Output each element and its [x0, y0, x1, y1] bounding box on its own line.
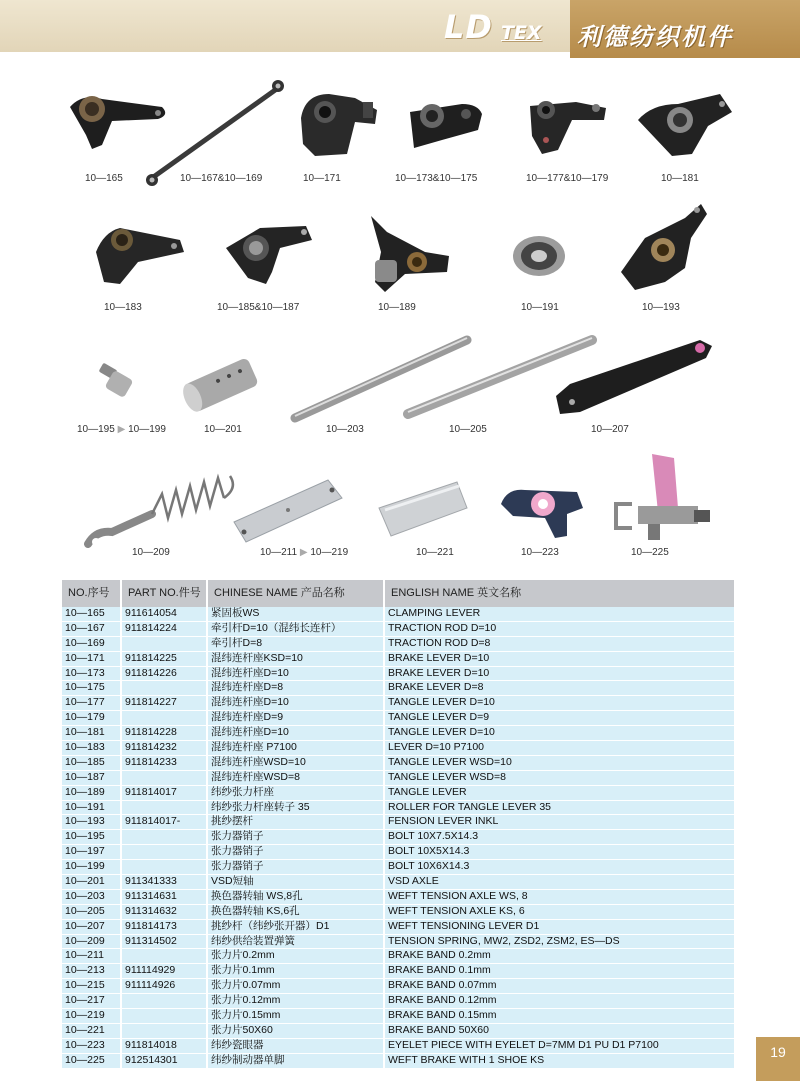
cell-chinese-name: 张力器销子	[208, 860, 385, 874]
header-chinese-name: CHINESE NAME 产品名称	[208, 580, 385, 607]
cell-chinese-name: 张力器销子	[208, 845, 385, 859]
caption-10-221: 10—221	[416, 547, 454, 558]
cell-chinese-name: VSD短轴	[208, 875, 385, 889]
cell-part-no	[122, 860, 208, 874]
table-row	[62, 1009, 736, 1024]
brake-lever-plate-icon	[402, 92, 488, 157]
cell-no: 10—185	[62, 756, 122, 770]
cell-no: 10—195	[62, 830, 122, 844]
cell-chinese-name: 张力片0.15mm	[208, 1009, 385, 1023]
caption-10-195: 10—195 ▶ 10—199	[77, 424, 166, 435]
cell-no: 10—221	[62, 1024, 122, 1038]
cell-english-name: WEFT BRAKE WITH 1 SHOE KS	[385, 1054, 736, 1068]
brake-band-plate-icon	[375, 478, 470, 540]
table-row	[62, 786, 736, 801]
cell-part-no	[122, 681, 208, 695]
cell-part-no: 911114929	[122, 964, 208, 978]
cell-no: 10—189	[62, 786, 122, 800]
fension-lever-icon	[615, 198, 710, 298]
cell-part-no: 912514301	[122, 1054, 208, 1068]
logo: LD	[444, 8, 493, 46]
cell-part-no: 911814173	[122, 920, 208, 934]
cell-chinese-name: 挑纱杆（纬纱张开器）D1	[208, 920, 385, 934]
cell-part-no	[122, 994, 208, 1008]
cell-chinese-name: 紧固板WS	[208, 607, 385, 621]
brake-lever-block-icon	[295, 88, 385, 160]
table-row	[62, 1039, 736, 1054]
table-row	[62, 994, 736, 1009]
cell-no: 10—175	[62, 681, 122, 695]
table-header	[62, 580, 736, 607]
cell-part-no: 911814227	[122, 696, 208, 710]
eyelet-piece-icon	[497, 478, 587, 543]
cell-no: 10—183	[62, 741, 122, 755]
cell-chinese-name: 混纬连杆座WSD=8	[208, 771, 385, 785]
cell-english-name: BRAKE BAND 0.15mm	[385, 1009, 736, 1023]
cell-english-name: WEFT TENSION AXLE KS, 6	[385, 905, 736, 919]
cell-chinese-name: 换色器转轴 WS,8孔	[208, 890, 385, 904]
cell-english-name: BRAKE BAND 0.12mm	[385, 994, 736, 1008]
caption-10-171: 10—171	[303, 173, 341, 184]
cell-no: 10—179	[62, 711, 122, 725]
cell-english-name: FENSION LEVER INKL	[385, 815, 736, 829]
caption-10-203: 10—203	[326, 424, 364, 435]
cell-no: 10—187	[62, 771, 122, 785]
cell-no: 10—203	[62, 890, 122, 904]
cell-english-name: TANGLE LEVER	[385, 786, 736, 800]
roller-bearing-icon	[510, 232, 568, 280]
table-row	[62, 964, 736, 979]
cell-part-no: 911341333	[122, 875, 208, 889]
cell-chinese-name: 混纬连杆座D=10	[208, 667, 385, 681]
cell-part-no	[122, 1024, 208, 1038]
cell-english-name: BRAKE BAND 0.07mm	[385, 979, 736, 993]
cell-english-name: CLAMPING LEVER	[385, 607, 736, 621]
caption-10-177: 10—177&10—179	[526, 173, 609, 184]
cell-part-no: 911314632	[122, 905, 208, 919]
logo-sub: TEX	[501, 22, 542, 44]
bolt-icon	[96, 360, 136, 400]
cell-chinese-name: 混纬连杆座D=9	[208, 711, 385, 725]
cell-part-no: 911314631	[122, 890, 208, 904]
cell-english-name: TANGLE LEVER WSD=8	[385, 771, 736, 785]
product-10-171	[295, 88, 385, 160]
table-row	[62, 905, 736, 920]
header-part-no: PART NO.件号	[122, 580, 208, 607]
caption-10-185: 10—185&10—187	[217, 302, 300, 313]
cell-english-name: BRAKE BAND 0.1mm	[385, 964, 736, 978]
cell-english-name: TRACTION ROD D=10	[385, 622, 736, 636]
cell-chinese-name: 混纬连杆座D=8	[208, 681, 385, 695]
cell-chinese-name: 纬纱制动器单脚	[208, 1054, 385, 1068]
product-10-201	[180, 350, 262, 420]
product-10-225	[608, 448, 718, 548]
caption-10-211: 10—211 ▶ 10—219	[260, 547, 349, 558]
table-row	[62, 890, 736, 905]
table-row	[62, 771, 736, 786]
table-row	[62, 756, 736, 771]
cell-chinese-name: 牵引杆D=10（混纬长连杆）	[208, 622, 385, 636]
table-row	[62, 622, 736, 637]
cell-no: 10—215	[62, 979, 122, 993]
caption-10-191: 10—191	[521, 302, 559, 313]
cell-no: 10—209	[62, 935, 122, 949]
caption-10-209: 10—209	[132, 547, 170, 558]
cell-english-name: VSD AXLE	[385, 875, 736, 889]
cell-chinese-name: 混纬连杆座D=10	[208, 696, 385, 710]
caption-10-225: 10—225	[631, 547, 669, 558]
cell-english-name: BRAKE LEVER D=10	[385, 667, 736, 681]
cell-english-name: LEVER D=10 P7100	[385, 741, 736, 755]
table-row	[62, 875, 736, 890]
table-row	[62, 1024, 736, 1039]
table-row	[62, 711, 736, 726]
cell-part-no	[122, 801, 208, 815]
cell-no: 10—207	[62, 920, 122, 934]
cell-english-name: BRAKE BAND 0.2mm	[385, 949, 736, 963]
cell-part-no: 911814228	[122, 726, 208, 740]
cell-english-name: TRACTION ROD D=8	[385, 637, 736, 651]
vsd-axle-icon	[180, 350, 262, 420]
cell-part-no: 911814017	[122, 786, 208, 800]
product-10-221	[375, 478, 470, 540]
cell-chinese-name: 纬纱张力杆座	[208, 786, 385, 800]
cell-no: 10—167	[62, 622, 122, 636]
cell-chinese-name: 挑纱摆杆	[208, 815, 385, 829]
cell-english-name: BOLT 10X6X14.3	[385, 860, 736, 874]
cell-part-no: 911114926	[122, 979, 208, 993]
cell-no: 10—171	[62, 652, 122, 666]
arrow-right-icon: ▶	[299, 547, 308, 558]
weft-tensioning-lever-icon	[550, 332, 720, 422]
caption-10-181: 10—181	[661, 173, 699, 184]
cell-part-no	[122, 637, 208, 651]
caption-10-189: 10—189	[378, 302, 416, 313]
page-number: 19	[770, 1044, 786, 1060]
caption-10-167: 10—167&10—169	[180, 173, 263, 184]
table-row	[62, 1054, 736, 1069]
header-english-name: ENGLISH NAME 英文名称	[385, 580, 736, 607]
cell-no: 10—201	[62, 875, 122, 889]
cell-no: 10—165	[62, 607, 122, 621]
product-10-177	[522, 90, 610, 158]
table-row	[62, 935, 736, 950]
cell-chinese-name: 张力片0.2mm	[208, 949, 385, 963]
cell-no: 10—169	[62, 637, 122, 651]
cell-part-no: 911814017-	[122, 815, 208, 829]
cell-english-name: BRAKE LEVER D=10	[385, 652, 736, 666]
table-row	[62, 920, 736, 935]
cell-no: 10—205	[62, 905, 122, 919]
cell-english-name: BRAKE LEVER D=8	[385, 681, 736, 695]
cell-english-name: TANGLE LEVER D=10	[385, 696, 736, 710]
header-no: NO.序号	[62, 580, 122, 607]
caption-10-173: 10—173&10—175	[395, 173, 478, 184]
cell-chinese-name: 张力片0.12mm	[208, 994, 385, 1008]
table-row	[62, 681, 736, 696]
caption-10-205: 10—205	[449, 424, 487, 435]
product-10-185	[220, 218, 320, 290]
cell-chinese-name: 混纬连杆座WSD=10	[208, 756, 385, 770]
cell-part-no: 911814225	[122, 652, 208, 666]
cell-english-name: BRAKE BAND 50X60	[385, 1024, 736, 1038]
cell-part-no	[122, 1009, 208, 1023]
cell-chinese-name: 混纬连杆座KSD=10	[208, 652, 385, 666]
caption-10-193: 10—193	[642, 302, 680, 313]
table-row	[62, 637, 736, 652]
cell-english-name: BOLT 10X7.5X14.3	[385, 830, 736, 844]
lever-bushing-icon	[90, 218, 190, 290]
cell-no: 10—225	[62, 1054, 122, 1068]
cell-no: 10—177	[62, 696, 122, 710]
tension-spring-icon	[82, 468, 237, 558]
cell-no: 10—223	[62, 1039, 122, 1053]
product-10-183	[90, 218, 190, 290]
product-10-193	[615, 198, 710, 298]
cell-part-no: 911814018	[122, 1039, 208, 1053]
product-10-191	[510, 232, 568, 280]
cell-no: 10—197	[62, 845, 122, 859]
cell-chinese-name: 张力片0.1mm	[208, 964, 385, 978]
product-10-211	[228, 470, 348, 550]
table-row	[62, 741, 736, 756]
cell-english-name: WEFT TENSIONING LEVER D1	[385, 920, 736, 934]
product-10-209	[82, 468, 237, 558]
table-row	[62, 979, 736, 994]
cell-english-name: TENSION SPRING, MW2, ZSD2, ZSM2, ES—DS	[385, 935, 736, 949]
caption-10-207: 10—207	[591, 424, 629, 435]
tangle-lever-roller-icon	[365, 212, 455, 297]
cell-part-no: 911614054	[122, 607, 208, 621]
cell-part-no: 911814226	[122, 667, 208, 681]
cell-no: 10—217	[62, 994, 122, 1008]
cell-no: 10—213	[62, 964, 122, 978]
product-10-195	[96, 360, 136, 400]
cell-chinese-name: 换色器转轴 KS,6孔	[208, 905, 385, 919]
cell-english-name: EYELET PIECE WITH EYELET D=7MM D1 PU D1 P7100	[385, 1039, 736, 1053]
cell-part-no: 911814224	[122, 622, 208, 636]
cell-part-no: 911814233	[122, 756, 208, 770]
weft-brake-icon	[608, 448, 718, 548]
cell-chinese-name: 混纬连杆座D=10	[208, 726, 385, 740]
table-row	[62, 667, 736, 682]
cell-part-no	[122, 711, 208, 725]
cell-part-no	[122, 845, 208, 859]
caption-10-165: 10—165	[85, 173, 123, 184]
cell-no: 10—219	[62, 1009, 122, 1023]
cell-no: 10—181	[62, 726, 122, 740]
cell-no: 10—211	[62, 949, 122, 963]
company-name-cn: 利德纺织机件	[577, 23, 733, 51]
arrow-right-icon: ▶	[117, 424, 126, 435]
table-row	[62, 830, 736, 845]
cell-chinese-name: 牵引杆D=8	[208, 637, 385, 651]
cell-chinese-name: 张力片50X60	[208, 1024, 385, 1038]
cell-chinese-name: 张力器销子	[208, 830, 385, 844]
caption-10-223: 10—223	[521, 547, 559, 558]
cell-chinese-name: 纬纱瓷眼器	[208, 1039, 385, 1053]
cell-english-name: TANGLE LEVER WSD=10	[385, 756, 736, 770]
product-10-173	[402, 92, 488, 157]
cell-chinese-name: 混纬连杆座 P7100	[208, 741, 385, 755]
table-row	[62, 801, 736, 816]
product-10-207	[550, 332, 720, 422]
cell-chinese-name: 纬纱张力杆座转子 35	[208, 801, 385, 815]
parts-table	[62, 580, 736, 1069]
cell-part-no	[122, 949, 208, 963]
cell-part-no	[122, 771, 208, 785]
table-row	[62, 949, 736, 964]
cell-chinese-name: 张力片0.07mm	[208, 979, 385, 993]
cell-english-name: ROLLER FOR TANGLE LEVER 35	[385, 801, 736, 815]
table-row	[62, 726, 736, 741]
table-body	[62, 607, 736, 1069]
table-row	[62, 860, 736, 875]
tangle-lever-bearing-icon	[632, 90, 736, 160]
cell-part-no	[122, 830, 208, 844]
table-row	[62, 845, 736, 860]
caption-10-183: 10—183	[104, 302, 142, 313]
cell-english-name: TANGLE LEVER D=10	[385, 726, 736, 740]
cell-english-name: BOLT 10X5X14.3	[385, 845, 736, 859]
caption-10-201: 10—201	[204, 424, 242, 435]
table-row	[62, 607, 736, 622]
table-row	[62, 652, 736, 667]
cell-english-name: TANGLE LEVER D=9	[385, 711, 736, 725]
cell-part-no: 911314502	[122, 935, 208, 949]
tangle-lever-wsd-icon	[220, 218, 320, 290]
cell-no: 10—199	[62, 860, 122, 874]
cell-chinese-name: 纬纱供给装置弹簧	[208, 935, 385, 949]
cell-no: 10—173	[62, 667, 122, 681]
cell-no: 10—193	[62, 815, 122, 829]
tangle-lever-icon	[522, 90, 610, 158]
cell-part-no: 911814232	[122, 741, 208, 755]
table-row	[62, 696, 736, 711]
cell-english-name: WEFT TENSION AXLE WS, 8	[385, 890, 736, 904]
product-10-189	[365, 212, 455, 297]
brake-band-icon	[228, 470, 348, 550]
product-10-181	[632, 90, 736, 160]
product-10-223	[497, 478, 587, 543]
table-row	[62, 815, 736, 830]
cell-no: 10—191	[62, 801, 122, 815]
